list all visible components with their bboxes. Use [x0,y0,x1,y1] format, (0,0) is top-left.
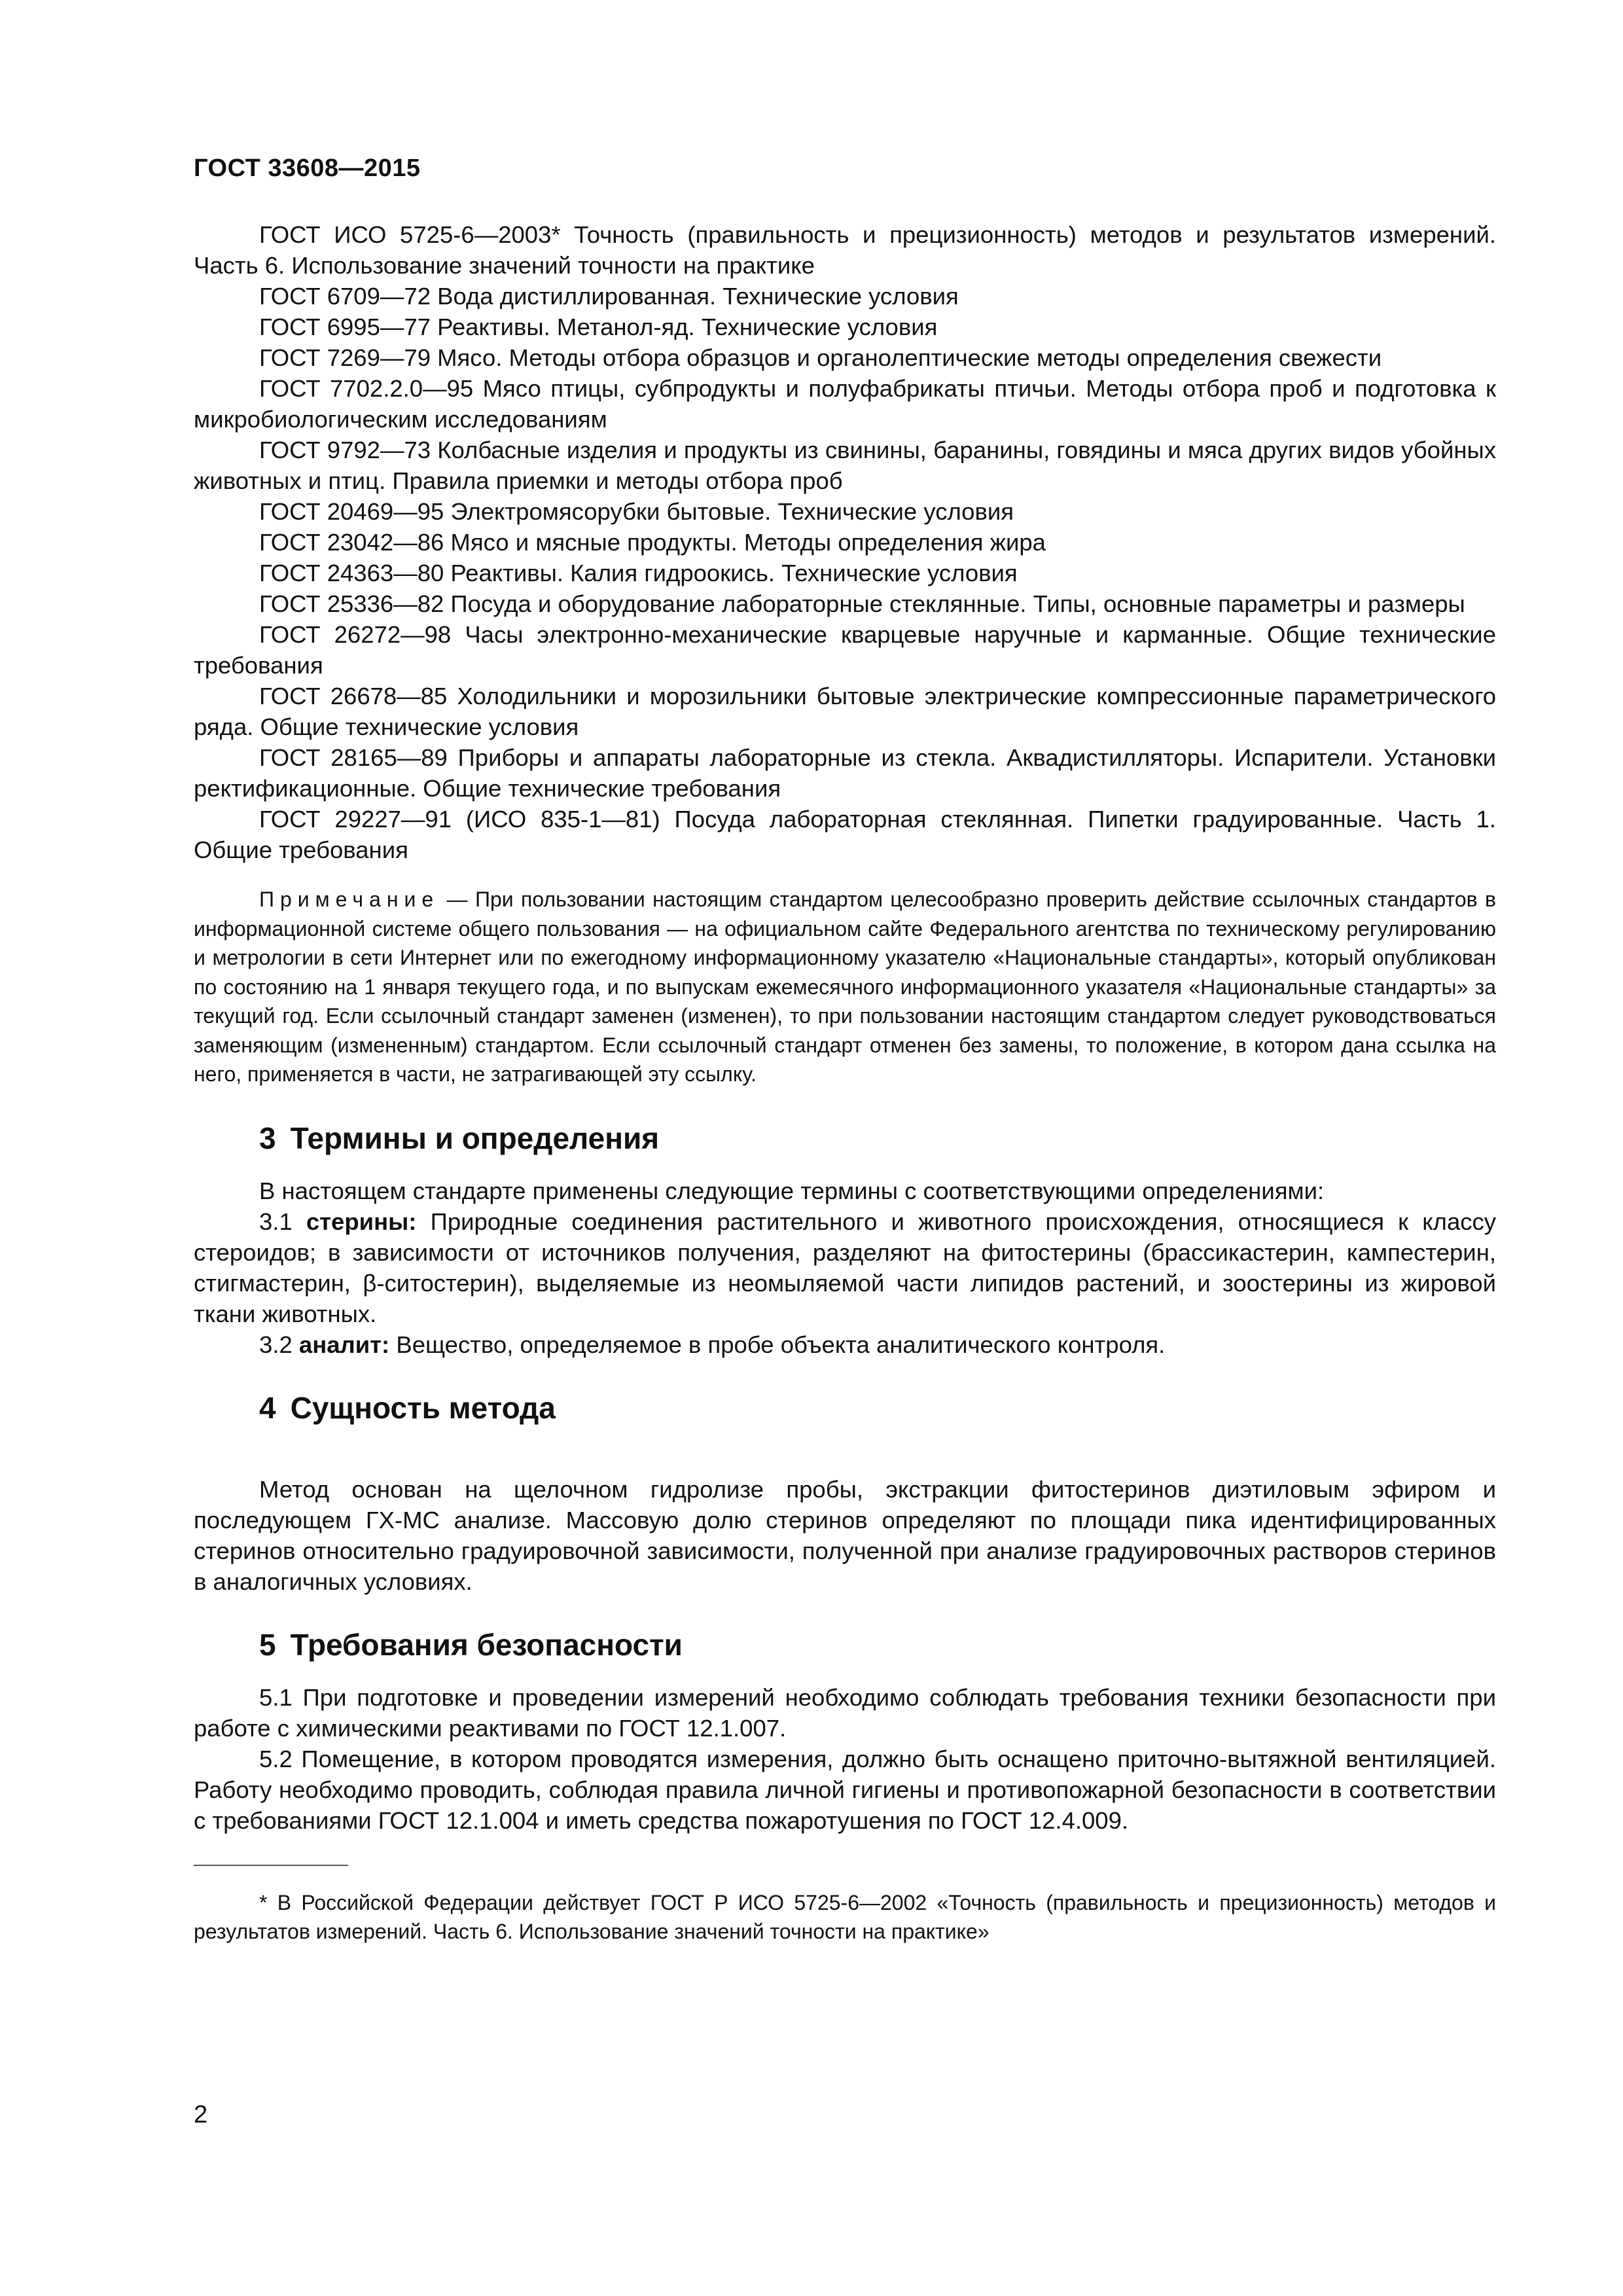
reference-item: ГОСТ 29227—91 (ИСО 835-1—81) Посуда лабораторная стеклянная. Пипетки градуированные. Часть 1. Общие требования [194,806,1496,863]
reference-item: ГОСТ ИСО 5725-6—2003* Точность (правильность и прецизионность) методов и результатов измерений. Часть 6. Использование значений точности на практике [194,221,1496,279]
normative-references [194,219,1496,865]
section-title: Требования безопасности [290,1627,683,1662]
note-text: — При пользовании настоящим стандартом целесообразно проверить действие ссылочных стандартов в информационной системе общего пользования — на официальном сайте Федерального агентства по техническому регулированию и метрологии в сети Интернет или по ежегодному информационному указателю «Национальные стандарты», который опубликован по состоянию на 1 января текущего года, и по выпускам ежемесячного информационного указателя «Национальные стандарты» за текущий год. Если ссылочный стандарт заменен (изменен), то при пользовании настоящим стандартом следует руководствоваться заменяющим (измененным) стандартом. Если ссылочный стандарт отменен без замены, то положение, в котором дана ссылка на него, применяется в части, не затрагивающей эту ссылку. [194,888,1496,1086]
reference-item: ГОСТ 28165—89 Приборы и аппараты лабораторные из стекла. Аквадистилляторы. Испарители. Установки ректификационные. Общие технические требования [194,744,1496,802]
section-number: 3 [259,1121,276,1155]
reference-item: ГОСТ 25336—82 Посуда и оборудование лабораторные стеклянные. Типы, основные параметры и размеры [259,590,1465,617]
section-4-text: Метод основан на щелочном гидролизе пробы, экстракции фитостеринов диэтиловым эфиром и последующем ГХ-МС анализе. Массовую долю стеринов определяют по площади пика идентифицированных стеринов относительно градуировочной зависимости, полученной при анализе градуировочных растворов стеринов в аналогичных условиях. [194,1475,1496,1595]
document-header: ГОСТ 33608—2015 [194,154,421,182]
footnote: * В Российской Федерации действует ГОСТ Р ИСО 5725-6—2002 «Точность (правильность и прецизионность) методов и результатов измерений. Часть 6. Использование значений точности на практике» [194,1890,1496,1943]
reference-item: ГОСТ 7702.2.0—95 Мясо птицы, субпродукты и полуфабрикаты птичьи. Методы отбора проб и подготовка к микробиологическим исследованиям [194,375,1496,433]
section-title: Сущность метода [290,1390,556,1425]
term-text: Вещество, определяемое в пробе объекта аналитического контроля. [396,1331,1166,1358]
reference-item: ГОСТ 6995—77 Реактивы. Метанол-яд. Технические условия [259,314,938,340]
term-number: 3.2 [259,1331,293,1358]
term-name: аналит: [298,1331,390,1358]
page-number: 2 [194,2101,208,2128]
document-page [194,154,1496,1946]
reference-item: ГОСТ 26272—98 Часы электронно-механические кварцевые наручные и карманные. Общие технические требования [194,621,1496,679]
reference-item: ГОСТ 23042—86 Мясо и мясные продукты. Методы определения жира [259,529,1046,556]
section-title: Термины и определения [290,1121,660,1155]
note-label: Примечание [259,888,440,911]
section-3-intro: В настоящем стандарте применены следующие термины с соответствующими определениями: [259,1177,1325,1204]
reference-item: ГОСТ 26678—85 Холодильники и морозильники бытовые электрические компрессионные параметрического ряда. Общие технические условия [194,683,1496,740]
section-5-heading [194,1627,1496,1662]
term-text: Природные соединения растительного и животного происхождения, относящиеся к классу стероидов; в зависимости от источников получения, разделяют на фитостерины (брассикастерин, кампестерин, стигмастерин, β-ситостерин), выделяемые из неомыляемой части липидов растений, и зоостерины из жировой ткани животных. [194,1208,1496,1327]
section-5-paragraph: 5.2 Помещение, в котором проводятся измерения, должно быть оснащено приточно-вытяжной вентиляцией. Работу необходимо проводить, соблюдая правила личной гигиены и противопожарной безопасности в соответствии с требованиями ГОСТ 12.1.004 и иметь средства пожаротушения по ГОСТ 12.4.009. [194,1745,1496,1834]
reference-item: ГОСТ 20469—95 Электромясорубки бытовые. Технические условия [259,498,1014,525]
section-5-paragraph: 5.1 При подготовке и проведении измерений необходимо соблюдать требования техники безопасности при работе с химическими реактивами по ГОСТ 12.1.007. [194,1683,1496,1742]
reference-item: ГОСТ 24363—80 Реактивы. Калия гидроокись. Технические условия [259,560,1018,586]
term-definition [194,1206,1496,1329]
section-4-heading [194,1390,1496,1426]
section-3-heading [194,1121,1496,1156]
reference-item: ГОСТ 9792—73 Колбасные изделия и продукты из свинины, баранины, говядины и мяса других видов убойных животных и птиц. Правила приемки и методы отбора проб [194,437,1496,494]
section-number: 5 [259,1627,276,1662]
term-name: стерины: [306,1208,417,1235]
term-number: 3.1 [259,1208,293,1235]
reference-item: ГОСТ 7269—79 Мясо. Методы отбора образцов и органолептические методы определения свежести [259,344,1382,371]
section-number: 4 [259,1390,276,1425]
reference-item: ГОСТ 6709—72 Вода дистиллированная. Технические условия [259,283,959,310]
footnote-divider [194,1865,348,1866]
term-definition [194,1329,1496,1360]
note-paragraph [194,885,1496,1089]
